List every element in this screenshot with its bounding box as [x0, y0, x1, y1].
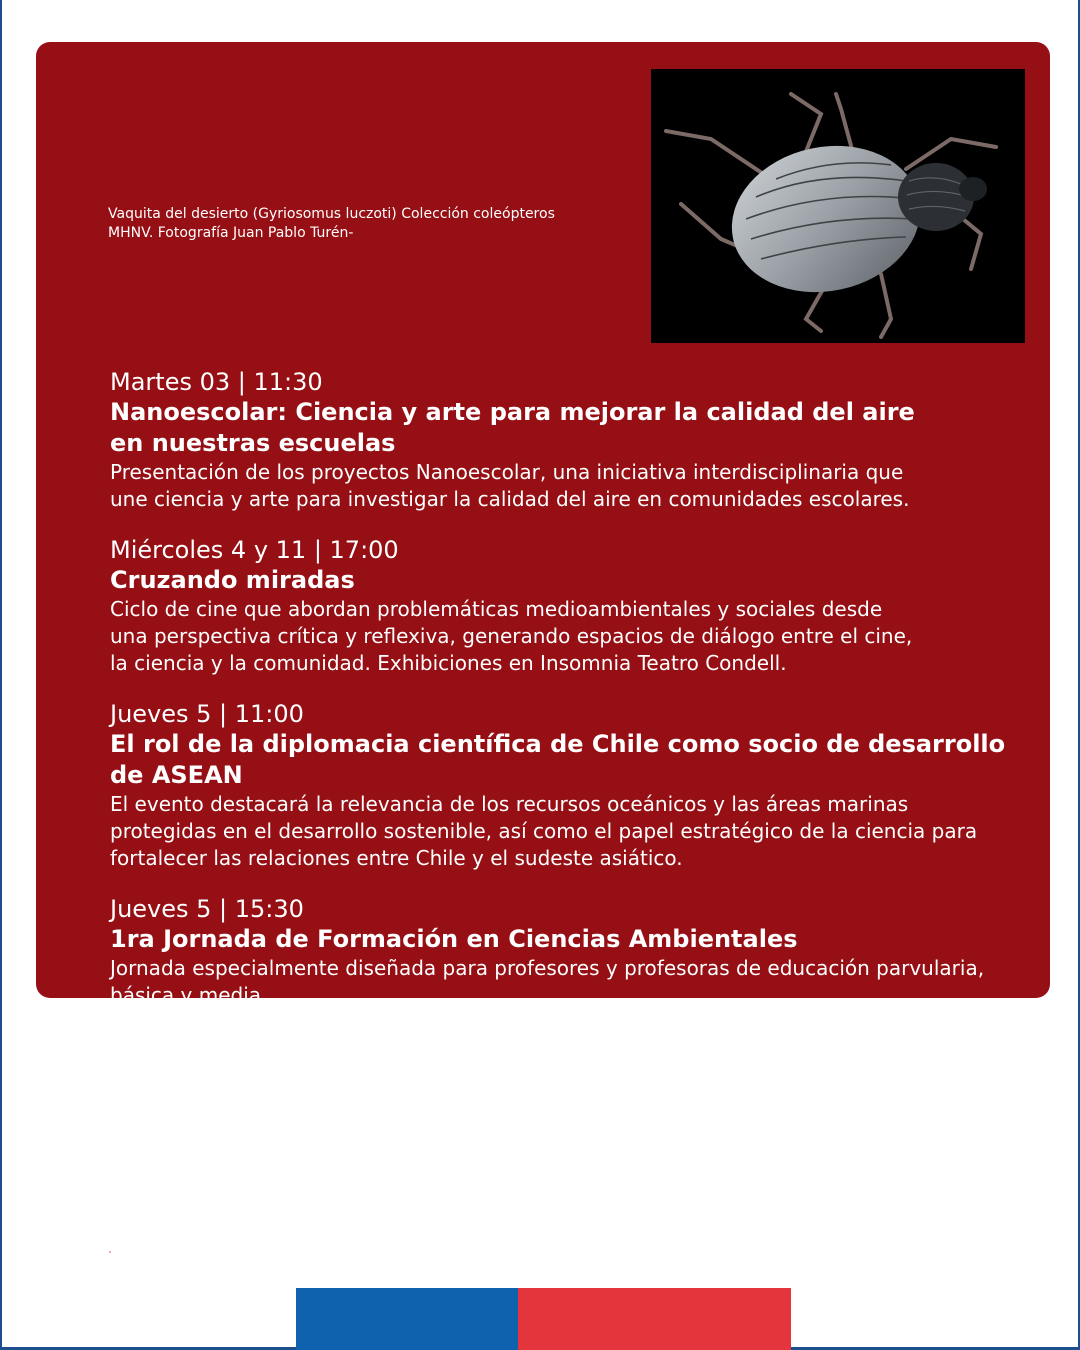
beetle-photo: [651, 69, 1025, 343]
event-title: [110, 729, 1040, 791]
event-date: Miércoles 4 y 11 | 17:00: [110, 536, 399, 564]
photo-caption-line-2: MHNV. Fotografía Juan Pablo Turén-: [108, 225, 354, 241]
event-description-line: básica y media.: [110, 983, 268, 1007]
flag-blue-stripe: [296, 1288, 518, 1350]
event-description-line: une ciencia y arte para investigar la calidad del aire en comunidades escolares.: [110, 487, 910, 511]
event-title-line: de ASEAN: [110, 761, 243, 789]
flag-red-stripe: [518, 1288, 791, 1350]
event-description: [110, 791, 1040, 872]
event-description-line: aportes desde la investigación.: [110, 1151, 423, 1175]
event-description-line: la ciencia y la comunidad. Exhibiciones en Insomnia Teatro Condell.: [110, 651, 787, 675]
event-item-2: [110, 535, 1040, 677]
event-description-line: Abordaje y análisis sobre espacios, género e interseccionalidad, presentando: [110, 1124, 883, 1148]
event-description: [110, 596, 1040, 677]
event-title-line: Cruzando miradas: [110, 566, 355, 594]
event-description-line: protegidas en el desarrollo sostenible, así como el papel estratégico de la ciencia para: [110, 819, 978, 843]
frame-left-border: [0, 0, 2, 1350]
event-title-line: en nuestras escuelas: [110, 429, 396, 457]
event-description-line: una perspectiva crítica y reflexiva, generando espacios de diálogo entre el cine,: [110, 624, 913, 648]
event-title-line: Feministas para la Investigación Socioespacial": [110, 1093, 754, 1121]
photo-caption-line-1: Vaquita del desierto (Gyriosomus luczoti) Colección coleópteros: [108, 206, 555, 222]
event-date: Viernes 6 | 10:00: [110, 1032, 315, 1060]
event-title-line: 1ra Jornada de Formación en Ciencias Ambientales: [110, 925, 798, 953]
event-title-line: Nanoescolar: Ciencia y arte para mejorar la calidad del aire: [110, 398, 915, 426]
event-item-4: [110, 894, 1040, 1009]
photo-caption: [108, 205, 628, 243]
event-title-line: El rol de la diplomacia científica de Chile como socio de desarrollo: [110, 730, 1006, 758]
beetle-icon: [651, 69, 1025, 343]
event-date: Jueves 5 | 15:30: [110, 895, 304, 923]
event-description: [110, 955, 1040, 1009]
event-item-3: [110, 699, 1040, 872]
event-title: [110, 397, 1040, 459]
event-list: [110, 367, 1040, 1177]
event-description-line: fortalecer las relaciones entre Chile y el sudeste asiático.: [110, 846, 683, 870]
event-description-line: Ciclo de cine que abordan problemáticas medioambientales y sociales desde: [110, 597, 883, 621]
event-item-1: [110, 367, 1040, 513]
event-description: [110, 459, 1040, 513]
event-date: Jueves 5 | 11:00: [110, 700, 304, 728]
event-title: [110, 924, 1040, 955]
event-description-line: Presentación de los proyectos Nanoescolar, una iniciativa interdisciplinaria que: [110, 460, 904, 484]
event-title-line: Seminario "Espacio, Cuerpos y Emociones: Metodologías: [110, 1062, 876, 1090]
decorative-dot: [109, 1251, 111, 1253]
event-title: [110, 565, 1040, 596]
event-date: Martes 03 | 11:30: [110, 368, 323, 396]
event-description-line: Jornada especialmente diseñada para profesores y profesoras de educación parvularia,: [110, 956, 985, 980]
event-description: [110, 1123, 1040, 1177]
event-description-line: El evento destacará la relevancia de los recursos oceánicos y las áreas marinas: [110, 792, 909, 816]
event-item-5: [110, 1031, 1040, 1177]
event-title: [110, 1061, 1040, 1123]
